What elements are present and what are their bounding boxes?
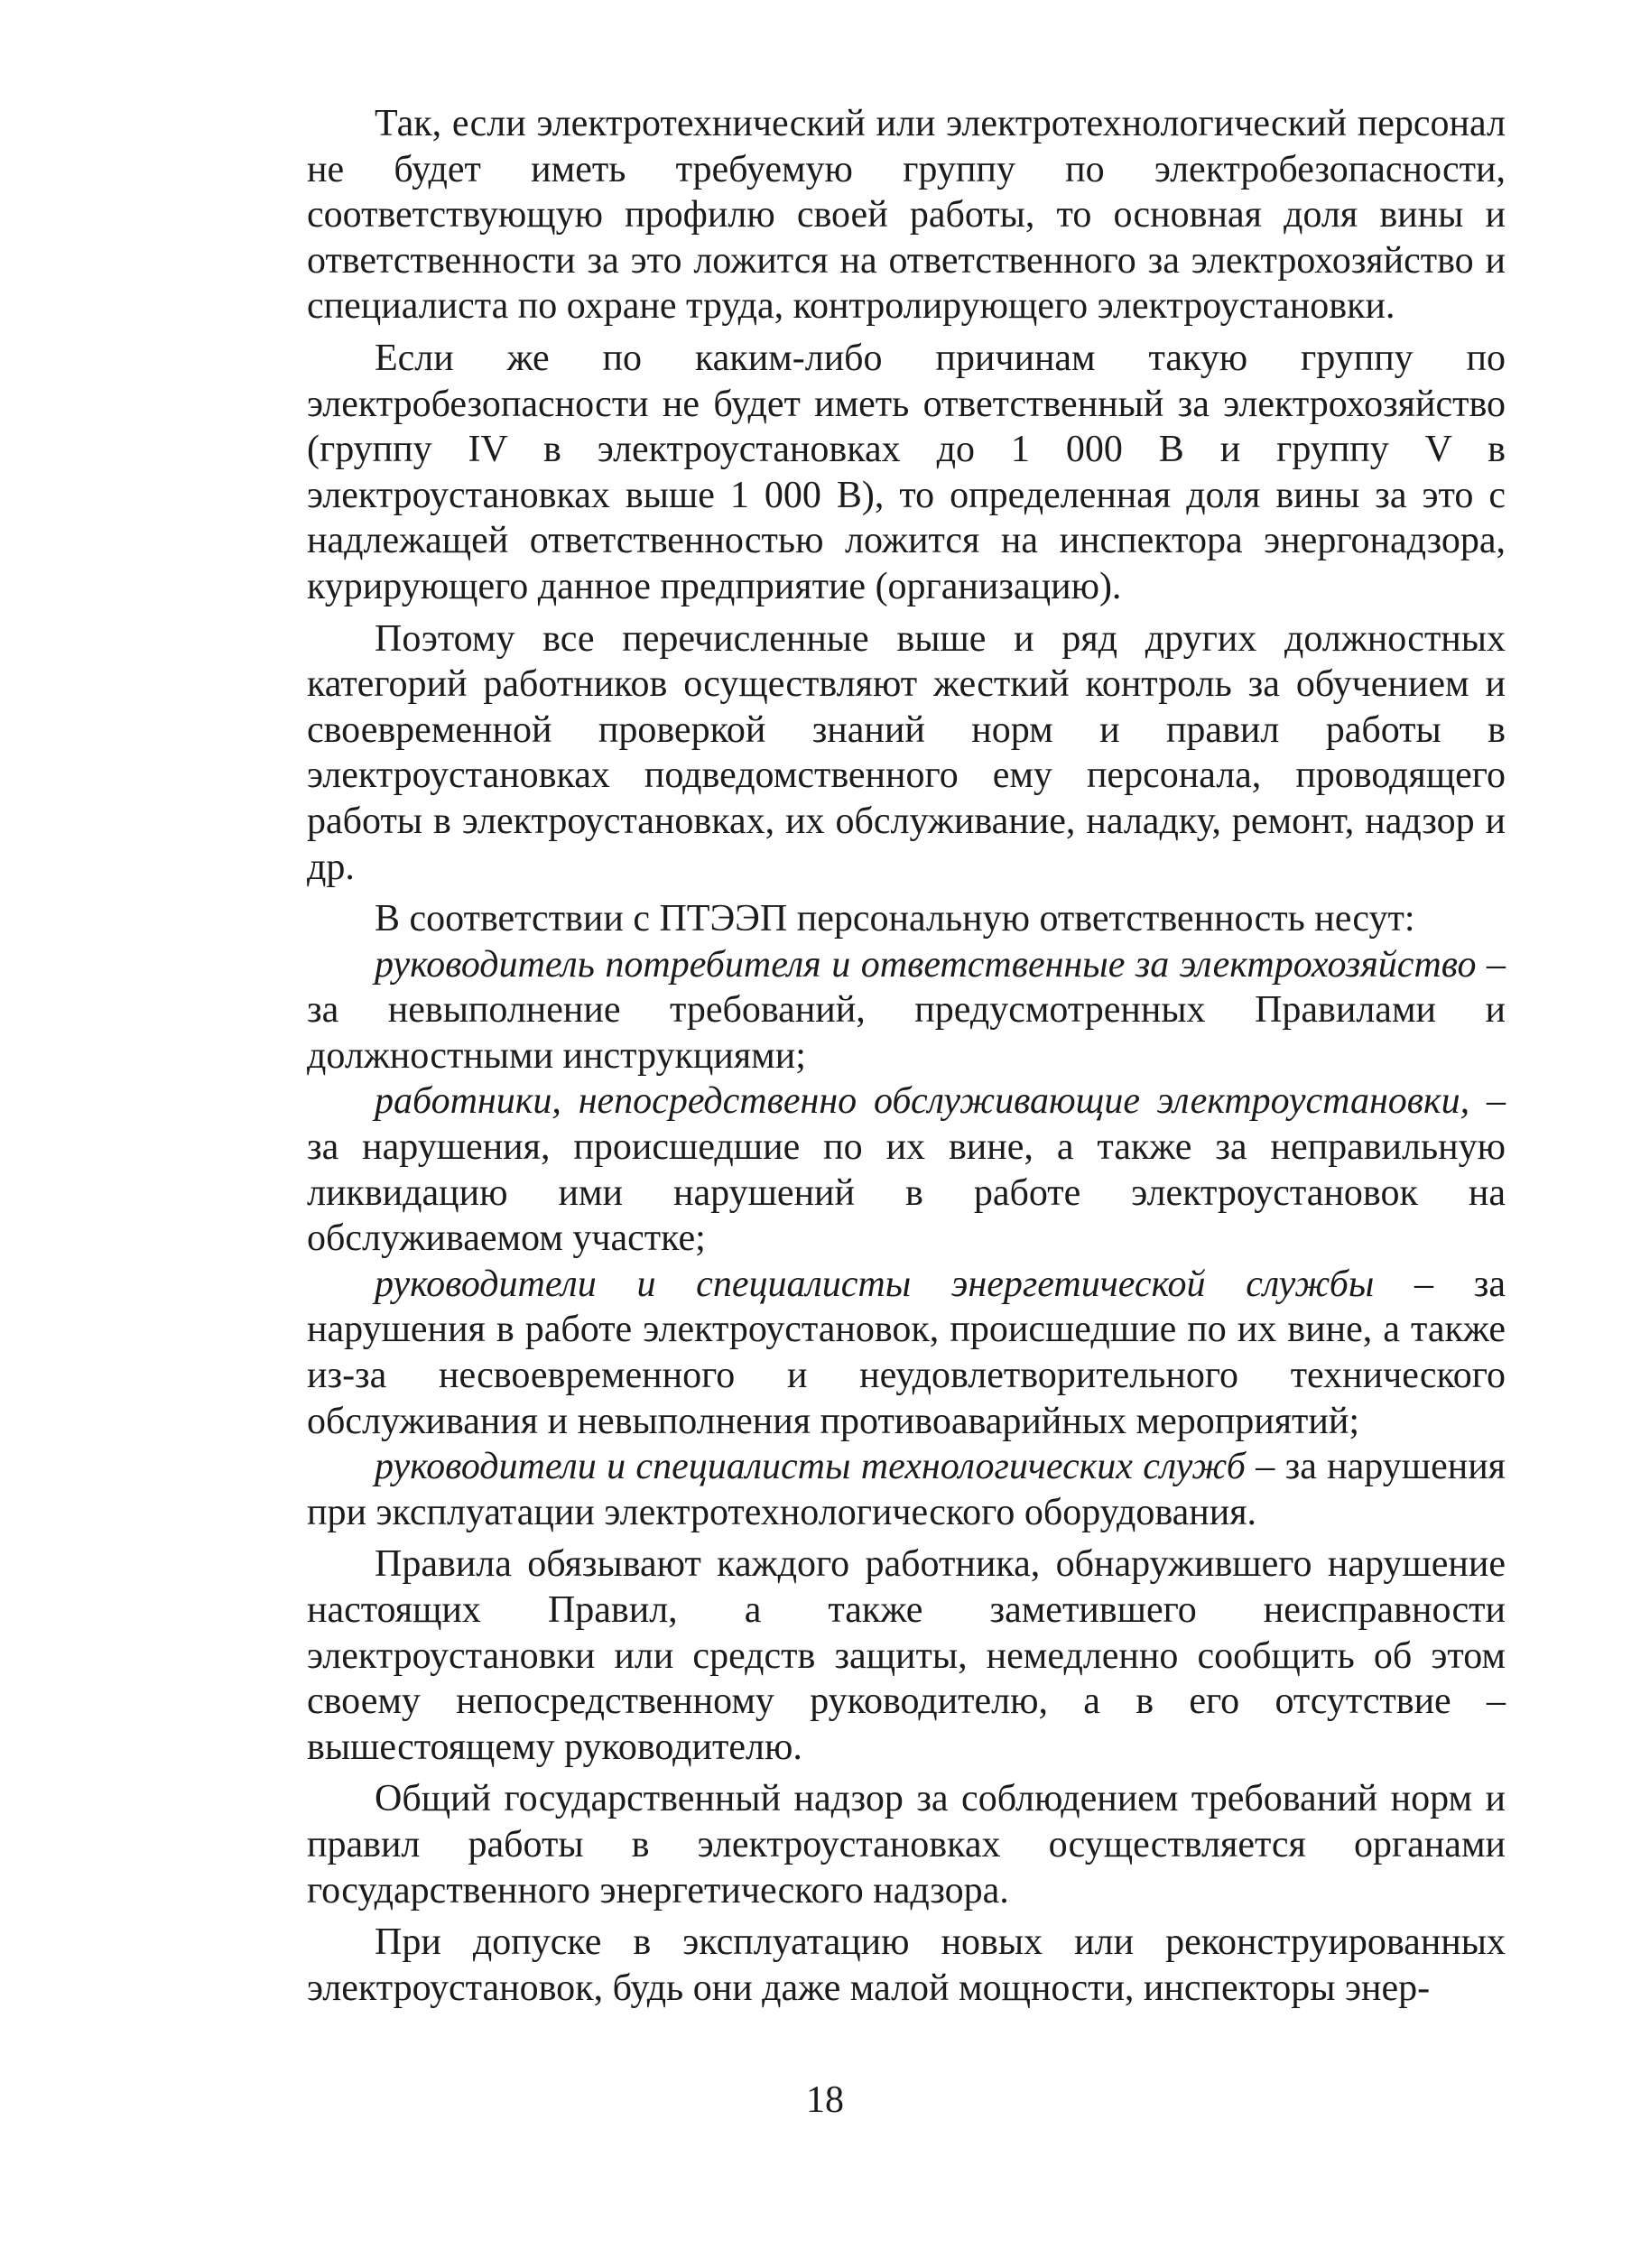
responsibility-text: – за нарушения при эксплуатации электротехнологического оборудования. xyxy=(307,1446,1506,1533)
responsibility-term: руководитель потребителя и ответственные за электрохозяйство xyxy=(375,943,1477,986)
responsibility-term: руководители и специалисты технологических служб xyxy=(375,1446,1246,1488)
page-number: 18 xyxy=(806,2079,844,2121)
paragraph-commissioning: При допуске в эксплуатацию новых или реконструированных электроустановок, будь они даже малой мощности, инспекторы энер- xyxy=(307,1921,1506,2009)
responsibility-term: руководители и специалисты энергетической службы xyxy=(375,1263,1375,1305)
paragraph-knowledge-control: Поэтому все перечисленные выше и ряд других должностных категорий работников осуществляют жесткий контроль за обучением и своевременной проверкой знаний норм и правил работы в электроустановках подведомственного ему персонала, проводящего работы в электроустановках, их обслуживание, наладку, ремонт, надзор и др. xyxy=(307,617,1506,888)
paragraph-inspector-responsibility: Если же по каким-либо причинам такую группу по электробезопасности не будет иметь ответственный за электрохозяйство (группу IV в электроустановках до 1 000 В и группу V в электроустановках выше 1 000 В), то определенная доля вины за это с надлежащей ответственностью ложится на инспектора энергонадзора, курирующего данное предприятие (организацию). xyxy=(307,337,1506,607)
paragraph-state-supervision: Общий государственный надзор за соблюдением требований норм и правил работы в электроустановках осуществляется органами государственного энергетического надзора. xyxy=(307,1778,1506,1912)
paragraph-responsibility-intro: В соответствии с ПТЭЭП персональную ответственность несут: xyxy=(375,898,1415,940)
responsibility-term: работники, непосредственно обслуживающие электроустановки, xyxy=(375,1080,1470,1123)
responsibility-item-technology-service xyxy=(307,1444,1506,1535)
responsibility-text: – за нарушения в работе электроустановок, происшедшие по их вине, а также из-за несвоевременного и неудовлетворительного технического обслуживания и невыполнения противоаварийных мероприятий; xyxy=(307,1263,1506,1442)
responsibility-item-operating-staff xyxy=(307,1078,1506,1261)
paragraph-group-responsibility: Так, если электротехнический или электротехнологический персонал не будет иметь требуемую группу по электробезопасности, соответствующую профилю своей работы, то основная доля вины и ответственности за это ложится на ответственного за электрохозяйство и специалиста по охране труда, контролирующего электроустановки. xyxy=(307,103,1506,328)
responsibility-text: – за нарушения, происшедшие по их вине, а также за неправильную ликвидацию ими нарушений в работе электроустановок на обслуживаемом участке; xyxy=(307,1080,1506,1260)
page-text-body xyxy=(307,101,1506,2011)
responsibility-text: – за невыполнение требований, предусмотренных Правилами и должностными инструкциями; xyxy=(307,943,1506,1077)
responsibility-item-energy-service xyxy=(307,1262,1506,1444)
responsibility-item-consumer-head xyxy=(307,942,1506,1079)
paragraph-reporting-duty: Правила обязывают каждого работника, обнаружившего нарушение настоящих Правил, а также заметившего неисправности электроустановки или средств защиты, немедленно сообщить об этом своему непосредственному руководителю, а в его отсутствие – вышестоящему руководителю. xyxy=(307,1543,1506,1768)
